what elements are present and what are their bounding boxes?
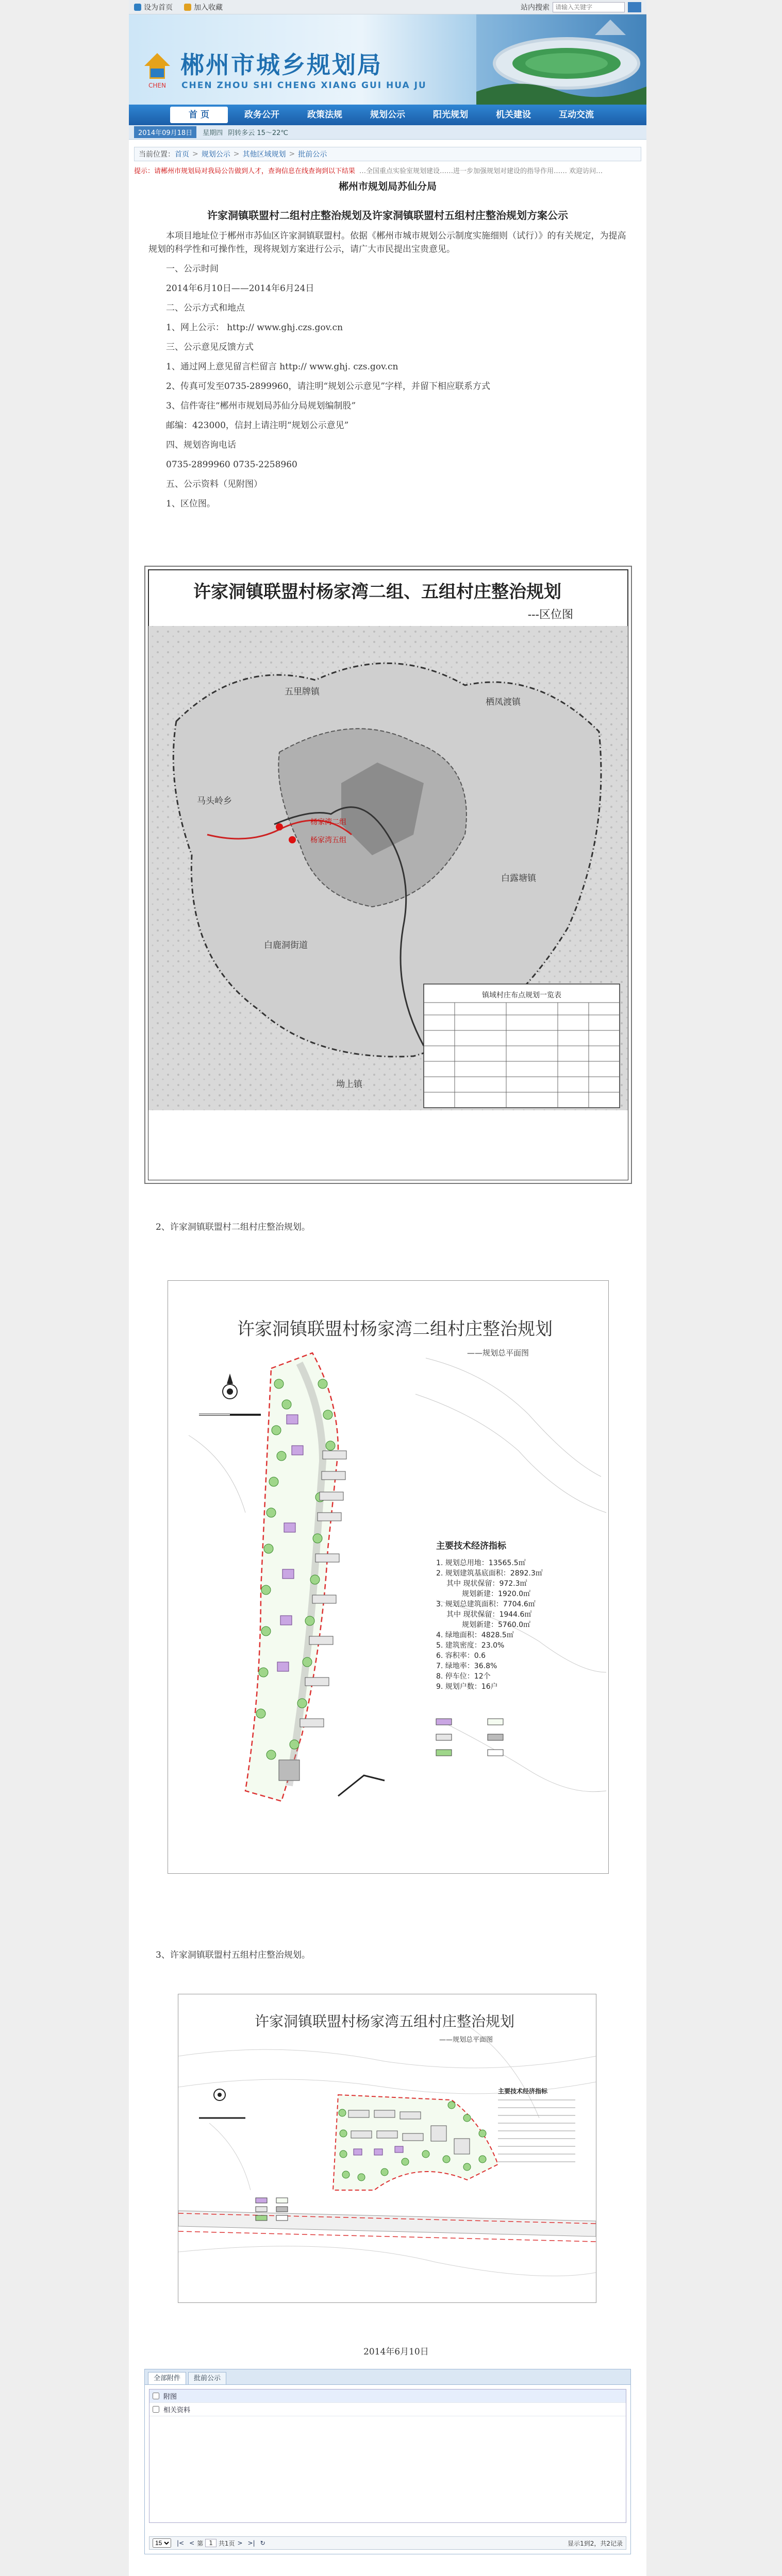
map1-label-bailudong: 白鹿洞街道 [264,940,308,951]
breadcrumb-planning[interactable]: 规划公示 [201,150,230,159]
map1-label-group5: 杨家湾五组 [310,836,346,844]
search-button[interactable] [628,2,641,12]
attachment-tabs [145,2369,630,2385]
prev-page-button[interactable]: < [189,2539,195,2547]
article-line: 二、公示方式和地点 [166,303,245,313]
breadcrumb-pre-approval[interactable]: 批前公示 [298,150,327,159]
plan2-index-item: 5. 建筑密度：23.0% [436,1641,505,1650]
plan2-index-item: 7. 绿地率：36.8% [436,1662,497,1670]
plan2-index-item: 9. 规划户数：16户 [436,1683,498,1691]
article-line: 2014年6月10日——2014年6月24日 [166,283,314,294]
nav-policies[interactable]: 政策法规 [307,110,342,120]
home-icon [134,4,141,11]
nav-home[interactable]: 首 页 [170,107,228,123]
plan2-index-item: 1. 规划总用地：13565.5㎡ [436,1559,526,1567]
site-pinyin: CHEN ZHOU SHI CHENG XIANG GUI HUA JU [181,80,427,91]
map1-label-qifengdu: 栖凤渡镇 [486,697,521,707]
main-nav [129,105,646,125]
map1-subtitle: ---区位图 [527,608,573,621]
plan2-index-item: 2. 规划建筑基底面积：2892.3㎡ [436,1569,543,1578]
refresh-icon[interactable]: ↻ [260,2539,265,2547]
plan2-index-item: 8. 停车位：12个 [436,1672,491,1681]
article [138,179,637,514]
group2-plan-figure [168,1280,609,1874]
group5-plan-figure [178,1994,596,2303]
page-number[interactable]: 1 [205,2539,217,2547]
article-line: 1、区位图。 [166,499,215,509]
breadcrumb-region[interactable]: 其他区域规划 [242,150,286,159]
search-label: 站内搜索 [521,3,550,12]
stadium-banner-image [476,14,646,105]
map1-label-group2: 杨家湾二组 [310,818,346,826]
caption-plan-group5: 3、许家洞镇联盟村五组村庄整治规划。 [156,1950,310,1960]
star-icon [184,4,191,11]
list-item[interactable]: 附图 [149,2389,626,2403]
plan2-index-item: 4. 绿地面积：4828.5㎡ [436,1631,514,1639]
plan5-title: 许家洞镇联盟村杨家湾五组村庄整治规划 [254,2013,515,2030]
record-count: 显示1到2，共2记录 [568,2539,623,2547]
group2-plan [168,1281,608,1873]
plan2-index-item: 规划新建：5760.0㎡ [462,1621,530,1629]
nav-planning-notices[interactable]: 规划公示 [370,110,405,120]
plan2-index-title: 主要技术经济指标 [436,1541,506,1551]
top-bar [129,0,646,14]
article-line: 三、公示意见反馈方式 [166,342,254,352]
svg-text:CHEN: CHEN [148,82,166,89]
weekday: 星期四 [203,129,223,137]
article-line: 2、传真可发至0735-2899960，请注明“规划公示意见”字样，并留下相应联系方式 [166,381,490,392]
bureau-logo [139,50,175,92]
attachment-panel [144,2369,631,2554]
map1-label-matouling: 马头岭乡 [197,796,232,806]
set-homepage-link[interactable]: 设为首页 [134,2,173,12]
plan2-index-item: 其中 现状保留：972.3㎡ [446,1580,527,1588]
tab-all-attachments[interactable]: 全部附件 [148,2372,186,2384]
first-page-button[interactable]: |< [177,2539,185,2547]
plan2-subtitle: ——规划总平面图 [467,1348,529,1358]
article-org: 郴州市规划局苏仙分局 [338,181,437,192]
scrolling-notice: 提示：请郴州市规划局对我局公告做到人才，查询信息在线查询到以下结果 …全国重点实验室规划建设……进一步加强规划对建设的指导作用…… 欢迎访问… [134,167,603,175]
plan2-index-item: 其中 现状保留：1944.6㎡ [446,1611,532,1619]
site-title: 郴州市城乡规划局 [180,51,382,79]
page-size-select[interactable] [153,2538,171,2548]
page-wrapper [129,0,646,2576]
nav-open-planning[interactable]: 阳光规划 [433,110,468,120]
location-map [145,567,631,1183]
tab-pre-approval[interactable]: 批前公示 [188,2372,226,2384]
attachment-list [149,2389,626,2523]
next-page-button[interactable]: > [237,2539,243,2547]
weather: 阴转多云 15～22℃ [228,129,289,137]
map1-label-wulipai: 五里牌镇 [285,687,320,697]
last-page-button[interactable]: >| [247,2539,255,2547]
article-line: 四、规划咨询电话 [166,440,236,450]
pagination-bar: 15 |< < 第 1 共1页 > >| ↻ 显示1到2，共2记录 [149,2536,626,2550]
plan2-title: 许家洞镇联盟村杨家湾二组村庄整治规划 [237,1319,553,1340]
list-item[interactable]: 相关资料 [149,2403,626,2416]
map1-table-title: 镇域村庄布点规划一览表 [482,991,561,999]
article-line: 五、公示资料（见附图） [166,479,262,489]
map1-label-aoshang: 坳上镇 [336,1079,362,1090]
group5-plan [178,1994,596,2302]
plan2-index-item: 3. 规划总建筑面积：7704.6㎡ [436,1600,536,1608]
article-line: 一、公示时间 [166,264,219,274]
add-favorite-link[interactable]: 加入收藏 [184,2,223,12]
plan5-subtitle: ——规划总平面图 [439,2036,493,2044]
article-line: 0735-2899960 0735-2258960 [166,460,297,470]
article-line: 邮编：423000，信封上请注明“规划公示意见” [166,420,349,431]
nav-gov-affairs[interactable]: 政务公开 [244,110,279,120]
search-input[interactable] [553,2,625,12]
header-banner [129,14,646,105]
nav-interaction[interactable]: 互动交流 [559,110,594,120]
plan2-index-item: 6. 容积率：0.6 [436,1652,486,1660]
plan2-index-item: 规划新建：1920.0㎡ [462,1590,530,1598]
article-line: 1、通过网上意见留言栏留言 http:// www.ghj. czs.gov.cn [166,362,398,372]
breadcrumb-home[interactable]: 首页 [175,150,189,159]
row-checkbox[interactable] [153,2393,159,2399]
article-title: 许家洞镇联盟村二组村庄整治规划及许家洞镇联盟村五组村庄整治规划方案公示 [207,209,568,222]
plan5-index-title: 主要技术经济指标 [498,2088,548,2095]
map1-title: 许家洞镇联盟村杨家湾二组、五组村庄整治规划 [193,582,561,602]
nav-organ-building[interactable]: 机关建设 [496,110,531,120]
map1-label-bailutang: 白露塘镇 [501,873,536,884]
breadcrumb: 当前位置： 首页 > 规划公示 > 其他区域规划 > 批前公示 [134,147,641,161]
article-line: 1、网上公示： http:// www.ghj.czs.gov.cn [166,323,343,333]
article-date: 2014年6月10日 [363,2347,429,2357]
current-date: 2014年09月18日 [134,126,196,138]
article-intro: 本项目地址位于郴州市苏仙区许家洞镇联盟村。依据《郴州市城市规划公示制度实施细则（试行）》的有关规定，为提高规划的科学性和可操作性，现将规划方案进行公示，请广大市民提出宝贵意见。 [148,231,626,255]
row-checkbox[interactable] [153,2406,159,2413]
caption-plan-group2: 2、许家洞镇联盟村二组村庄整治规划。 [156,1222,310,1232]
date-bar [129,125,646,140]
location-map-figure [144,566,632,1184]
article-line: 3、信件寄往“郴州市规划局苏仙分局规划编制股” [166,401,356,411]
